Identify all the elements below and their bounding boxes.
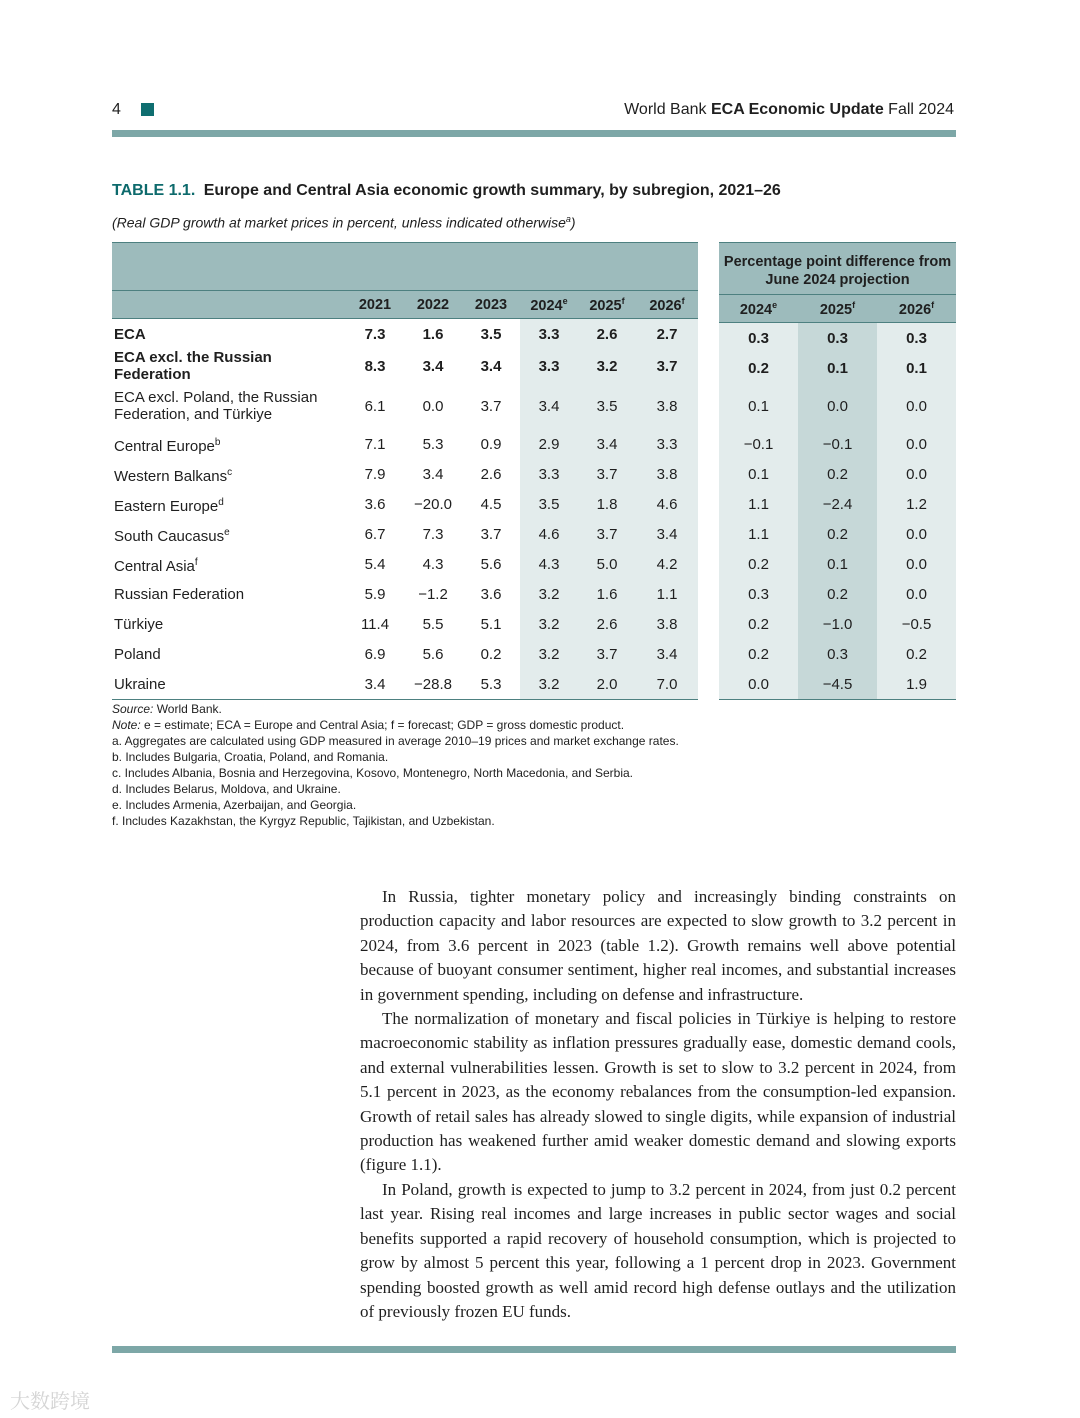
year-header xyxy=(404,291,462,319)
year-header xyxy=(346,291,404,319)
value-cell: 6.7 xyxy=(364,525,386,543)
bottom-rule xyxy=(112,1346,956,1353)
row-label xyxy=(112,429,346,459)
difference-row xyxy=(719,669,956,700)
difference-cell: 0.0 xyxy=(877,519,956,549)
difference-cell: 0.3 xyxy=(798,323,877,354)
footnote: d. Includes Belarus, Moldova, and Ukraine. xyxy=(112,782,341,796)
row-label xyxy=(112,459,346,489)
value-cell: 3.4 xyxy=(578,429,636,459)
diff-year-header xyxy=(719,295,798,323)
diff-year-header xyxy=(798,295,877,323)
difference-cell: 0.1 xyxy=(798,353,877,383)
difference-cell: 0.0 xyxy=(877,383,956,429)
value-cell: 3.3 xyxy=(636,429,698,459)
value-cell: 0.0 xyxy=(422,397,444,415)
value-cell: 3.4 xyxy=(520,383,578,429)
difference-cell: −0.5 xyxy=(877,609,956,639)
running-head-bold: ECA Economic Update xyxy=(710,101,884,118)
value-cell: 5.3 xyxy=(422,435,444,453)
year-header-label: 2026 xyxy=(649,297,682,314)
row-label xyxy=(112,669,346,700)
value-cell: 0.2 xyxy=(480,645,502,663)
difference-cell: −4.5 xyxy=(798,669,877,700)
diff-year-header-label: 2025 xyxy=(819,301,853,318)
value-cell: 3.4 xyxy=(422,465,444,483)
running-head xyxy=(624,101,954,119)
value-cell: 5.0 xyxy=(578,549,636,579)
value-cell: 3.5 xyxy=(578,383,636,429)
row-label-sup: c xyxy=(227,466,233,478)
value-cell: 2.0 xyxy=(578,669,636,700)
difference-cell: 1.1 xyxy=(719,519,798,549)
value-cell: 2.6 xyxy=(480,465,502,483)
table-row xyxy=(112,669,698,700)
value-cell: 2.9 xyxy=(520,429,578,459)
row-label xyxy=(112,489,346,519)
value-cell: −1.2 xyxy=(418,585,448,603)
row-label xyxy=(112,579,346,609)
value-cell: 3.4 xyxy=(636,639,698,669)
difference-row xyxy=(719,459,956,489)
value-cell: 3.6 xyxy=(480,585,502,603)
difference-year-header-row xyxy=(719,295,956,323)
row-label-text: ECA xyxy=(114,325,146,343)
value-cell: 1.6 xyxy=(578,579,636,609)
difference-cell: 0.2 xyxy=(798,459,877,489)
difference-cell: 0.0 xyxy=(719,669,798,700)
value-cell: 2.6 xyxy=(578,609,636,639)
row-label-text: South Caucasus xyxy=(114,527,225,545)
year-header xyxy=(636,291,698,319)
difference-row xyxy=(719,429,956,459)
difference-row xyxy=(719,353,956,383)
value-cell: 5.9 xyxy=(364,585,386,603)
value-cell: 4.6 xyxy=(636,489,698,519)
growth-table xyxy=(112,242,698,700)
difference-cell: 0.3 xyxy=(798,639,877,669)
row-label-text: Russian Federation xyxy=(114,585,245,603)
table-row xyxy=(112,429,698,459)
row-label-text: ECA excl. Poland, the Russian Federation, and Türkiye xyxy=(114,389,318,423)
footnote: c. Includes Albania, Bosnia and Herzegovina, Kosovo, Montenegro, North Macedonia, and Serbia. xyxy=(112,766,633,780)
table-row xyxy=(112,383,698,429)
value-cell: 6.1 xyxy=(364,397,386,415)
table-number: TABLE 1.1. xyxy=(112,182,196,199)
value-cell: 7.3 xyxy=(364,325,386,343)
year-header-label: 2024 xyxy=(530,297,563,314)
value-cell: 0.9 xyxy=(480,435,502,453)
year-header-label: 2025 xyxy=(589,297,622,314)
paragraph-turkiye: The normalization of monetary and fiscal policies in Türkiye is helping to restore macroeconomic stability as inflation pressures gradually ease, domestic demand cools, and external vulnerabilities lessen. Growth is set to slow to 3.2 percent in 2024, from 5.1 percent in 2023, as the economy rebalances from the consumption-led expansion. Growth of retail sales has already slowed to single digits, while expansion of industrial production has weakened further amid weaker domestic demand and slowing exports (figure 1.1). xyxy=(360,1009,956,1175)
table-row xyxy=(112,579,698,609)
value-cell: 3.2 xyxy=(520,579,578,609)
value-cell: 1.1 xyxy=(636,579,698,609)
year-header-sup: f xyxy=(621,295,625,306)
row-label xyxy=(112,549,346,579)
difference-cell: −0.1 xyxy=(719,429,798,459)
source-line: Source: World Bank. xyxy=(112,702,222,716)
value-cell: 5.6 xyxy=(480,555,502,573)
difference-cell: 0.2 xyxy=(719,639,798,669)
table-row xyxy=(112,549,698,579)
page-marker-square xyxy=(141,103,154,116)
difference-cell: 0.0 xyxy=(877,579,956,609)
difference-cell: 1.2 xyxy=(877,489,956,519)
table-subtitle: (Real GDP growth at market prices in percent, unless indicated otherwise$^a$) xyxy=(112,214,576,231)
value-cell: 3.7 xyxy=(578,459,636,489)
value-cell: 6.9 xyxy=(364,645,386,663)
difference-row xyxy=(719,609,956,639)
difference-cell: 0.2 xyxy=(719,609,798,639)
row-label-sup: b xyxy=(214,436,221,448)
difference-cell: 0.1 xyxy=(719,383,798,429)
value-cell: 3.4 xyxy=(480,357,502,375)
value-cell: 3.7 xyxy=(636,349,698,383)
footnote: f. Includes Kazakhstan, the Kyrgyz Republic, Tajikistan, and Uzbekistan. xyxy=(112,814,495,828)
difference-cell: 0.0 xyxy=(877,429,956,459)
value-cell: 7.9 xyxy=(364,465,386,483)
value-cell: 5.5 xyxy=(422,615,444,633)
footnote: b. Includes Bulgaria, Croatia, Poland, and Romania. xyxy=(112,750,389,764)
difference-cell: 0.2 xyxy=(877,639,956,669)
diff-year-header-sup: f xyxy=(931,299,935,310)
difference-row xyxy=(719,383,956,429)
difference-cell: 0.3 xyxy=(719,579,798,609)
row-label xyxy=(112,519,346,549)
difference-cell: 0.0 xyxy=(877,459,956,489)
row-label xyxy=(112,319,346,350)
difference-cell: 0.0 xyxy=(798,383,877,429)
value-cell: 4.6 xyxy=(520,519,578,549)
value-cell: 3.7 xyxy=(578,519,636,549)
row-label-text: Central Asia xyxy=(114,557,195,575)
table-title-text: Europe and Central Asia economic growth summary, by subregion, 2021–26 xyxy=(203,182,781,199)
difference-cell: −2.4 xyxy=(798,489,877,519)
difference-row xyxy=(719,519,956,549)
value-cell: 3.8 xyxy=(636,383,698,429)
year-header xyxy=(578,291,636,319)
value-cell: 4.3 xyxy=(422,555,444,573)
value-cell: 3.6 xyxy=(364,495,386,513)
diff-year-header-sup: f xyxy=(852,299,856,310)
value-cell: 1.8 xyxy=(578,489,636,519)
diff-year-header-label: 2026 xyxy=(898,301,932,318)
value-cell: 2.6 xyxy=(578,319,636,350)
table-header-band xyxy=(112,243,698,291)
paragraph-russia: In Russia, tighter monetary policy and increasingly binding constraints on production capacity and labor resources are expected to slow growth to 3.2 percent in 2024, from 3.6 percent in 2023 (table 1.2). Growth remains well above potential because of buoyant consumer sentiment, higher real incomes, and substantial increases in government spending, including on defense and infrastructure. xyxy=(360,887,956,1004)
difference-cell: 0.1 xyxy=(877,353,956,383)
difference-row xyxy=(719,323,956,354)
year-header-label: 2023 xyxy=(474,296,508,313)
row-label-text: Western Balkans xyxy=(114,467,228,485)
top-rule xyxy=(112,130,956,137)
row-label-text: ECA excl. the Russian Federation xyxy=(114,349,272,383)
value-cell: 5.4 xyxy=(364,555,386,573)
note-line: Note: e = estimate; ECA = Europe and Central Asia; f = forecast; GDP = gross domestic product. xyxy=(112,718,625,732)
value-cell: 3.8 xyxy=(636,609,698,639)
year-header-row xyxy=(112,291,698,319)
row-label-text: Poland xyxy=(114,645,161,663)
value-cell: 3.3 xyxy=(520,349,578,383)
value-cell: 4.5 xyxy=(480,495,502,513)
value-cell: 5.3 xyxy=(462,669,520,700)
difference-cell: 0.2 xyxy=(798,519,877,549)
value-cell: 2.7 xyxy=(636,319,698,350)
row-label-sup: d xyxy=(218,496,224,508)
row-label xyxy=(112,349,346,383)
table-notes xyxy=(112,701,679,829)
running-head-suffix: Fall 2024 xyxy=(883,101,954,118)
difference-cell: 0.0 xyxy=(877,549,956,579)
difference-cell: −0.1 xyxy=(798,429,877,459)
difference-cell: 0.3 xyxy=(719,323,798,354)
footnote: a. Aggregates are calculated using GDP measured in average 2010–19 prices and market exchange rates. xyxy=(112,734,679,748)
row-label-text: Ukraine xyxy=(114,675,166,693)
value-cell: 3.5 xyxy=(520,489,578,519)
difference-row xyxy=(719,549,956,579)
value-cell: −20.0 xyxy=(414,495,452,513)
difference-row xyxy=(719,489,956,519)
diff-year-header-label: 2024 xyxy=(739,301,773,318)
value-cell: 7.1 xyxy=(364,435,386,453)
running-head-prefix: World Bank xyxy=(624,101,711,118)
table-row xyxy=(112,609,698,639)
year-header-sup: f xyxy=(681,295,685,306)
difference-cell: 1.1 xyxy=(719,489,798,519)
value-cell: 5.1 xyxy=(480,615,502,633)
value-cell: 4.3 xyxy=(520,549,578,579)
difference-row xyxy=(719,639,956,669)
difference-cell: 0.3 xyxy=(877,323,956,354)
value-cell: 3.5 xyxy=(480,325,502,343)
footnote: e. Includes Armenia, Azerbaijan, and Georgia. xyxy=(112,798,357,812)
value-cell: 8.3 xyxy=(364,357,386,375)
difference-cell: 0.1 xyxy=(798,549,877,579)
value-cell: 3.3 xyxy=(520,459,578,489)
year-header xyxy=(520,291,578,319)
value-cell: 11.4 xyxy=(360,615,390,633)
year-header xyxy=(462,291,520,319)
value-cell: 3.2 xyxy=(520,669,578,700)
value-cell: 5.6 xyxy=(422,645,444,663)
row-label-text: Central Europe xyxy=(114,437,215,455)
value-cell: 3.4 xyxy=(346,669,404,700)
value-cell: −28.8 xyxy=(404,669,462,700)
row-label xyxy=(112,609,346,639)
year-header-label: 2021 xyxy=(358,296,392,313)
value-cell: 1.6 xyxy=(422,325,444,343)
value-cell: 3.4 xyxy=(422,357,444,375)
value-cell: 3.4 xyxy=(636,519,698,549)
value-cell: 3.8 xyxy=(636,459,698,489)
year-header-label: 2022 xyxy=(416,296,450,313)
row-label xyxy=(112,639,346,669)
table-row xyxy=(112,319,698,350)
difference-cell: −1.0 xyxy=(798,609,877,639)
value-cell: 3.2 xyxy=(520,609,578,639)
value-cell: 3.7 xyxy=(480,525,502,543)
difference-row xyxy=(719,579,956,609)
value-cell: 4.2 xyxy=(636,549,698,579)
value-cell: 3.2 xyxy=(578,349,636,383)
diff-year-header-sup: e xyxy=(772,299,778,310)
body-text xyxy=(360,885,956,1324)
row-label-sup: f xyxy=(194,556,198,568)
difference-cell: 0.2 xyxy=(719,353,798,383)
row-label-text: Eastern Europe xyxy=(114,497,219,515)
value-cell: 7.3 xyxy=(422,525,444,543)
table-row xyxy=(112,459,698,489)
value-cell: 3.3 xyxy=(520,319,578,350)
value-cell: 3.7 xyxy=(480,397,502,415)
row-label-sup: e xyxy=(224,526,230,538)
table-row xyxy=(112,489,698,519)
difference-cell: 1.9 xyxy=(877,669,956,700)
table-row xyxy=(112,349,698,383)
watermark: 大数跨境 xyxy=(10,1391,90,1413)
row-label-text: Türkiye xyxy=(114,615,164,633)
difference-cell: 0.2 xyxy=(798,579,877,609)
difference-cell: 0.1 xyxy=(719,459,798,489)
table-row xyxy=(112,639,698,669)
difference-table xyxy=(719,242,956,700)
table-title xyxy=(112,182,781,200)
row-label xyxy=(112,383,346,429)
difference-cell: 0.2 xyxy=(719,549,798,579)
value-cell: 7.0 xyxy=(636,669,698,700)
year-header-sup: e xyxy=(562,295,568,306)
table-row xyxy=(112,519,698,549)
diff-year-header xyxy=(877,295,956,323)
difference-header: Percentage point difference from June 2024 projection xyxy=(719,243,956,295)
value-cell: 3.7 xyxy=(578,639,636,669)
value-cell: 3.2 xyxy=(520,639,578,669)
page-number: 4 xyxy=(112,101,121,118)
paragraph-poland: In Poland, growth is expected to jump to 3.2 percent in 2024, from just 0.2 percent last year. Rising real incomes and large increases in public sector wages and social benefits supported a rapid recovery of household consumption, which is projected to grow by almost 5 percent this year, following a 1 percent drop in 2023. Government spending boosted growth as well amid record high defense outlays and the utilization of previously frozen EU funds. xyxy=(360,1179,956,1321)
